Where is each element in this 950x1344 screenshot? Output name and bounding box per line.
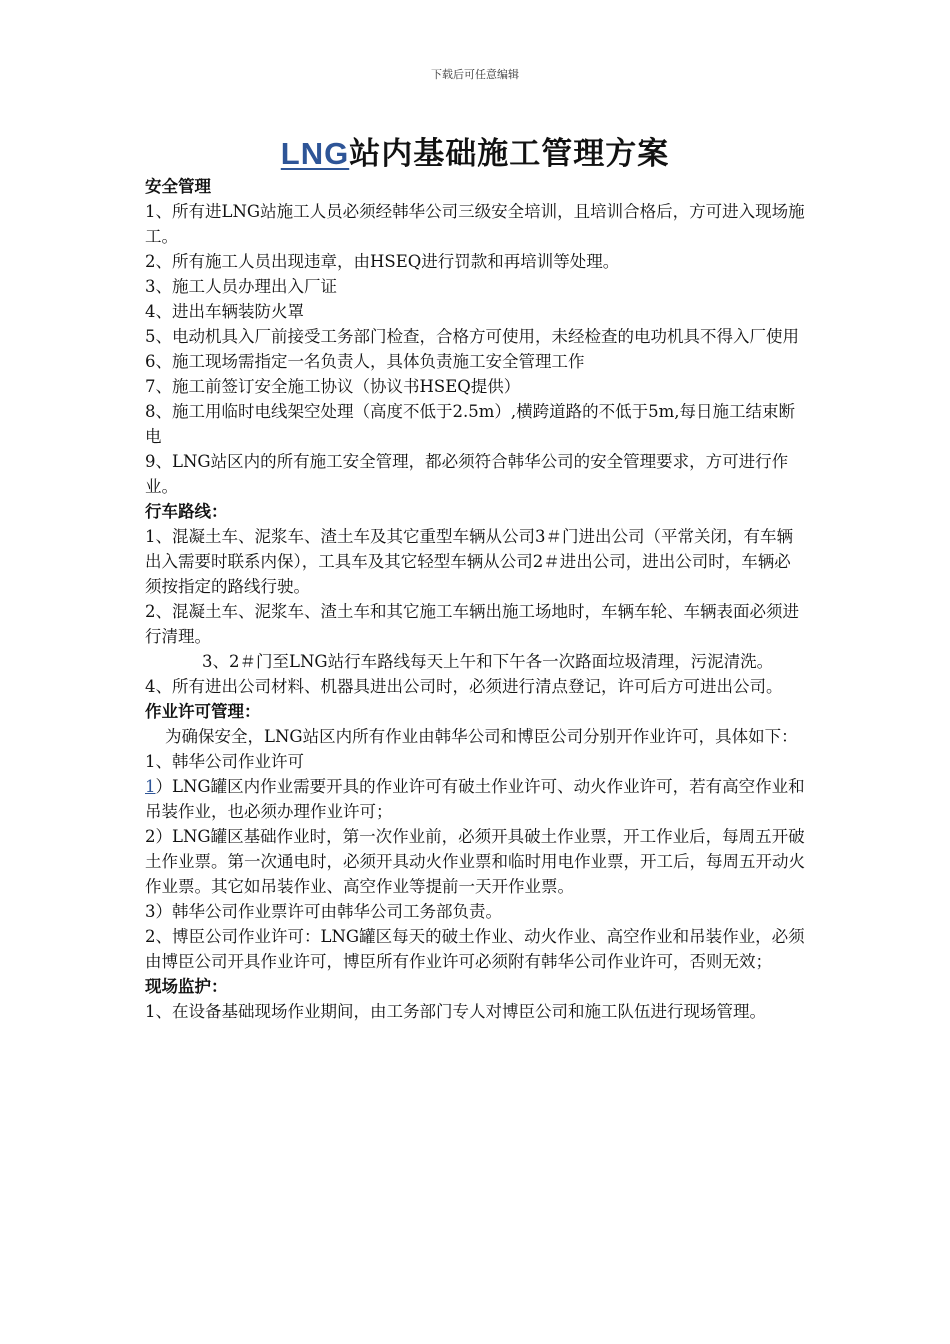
title-lng[interactable]: LNG	[280, 136, 350, 171]
safety-item-4: 4、进出车辆装防火罩	[145, 302, 304, 321]
section-heading-permit: 作业许可管理：	[145, 702, 261, 721]
document-title	[0, 128, 950, 173]
permit-sub-1: 1、韩华公司作业许可	[145, 752, 304, 771]
safety-item-3: 3、施工人员办理出入厂证	[145, 277, 337, 296]
permit-point-1-number[interactable]: 1	[145, 777, 156, 796]
traffic-item-3: 3、2＃门至LNG站行车路线每天上午和下午各一次路面垃圾清理，污泥清洗。	[202, 652, 774, 671]
traffic-item-1: 1、混凝土车、泥浆车、渣土车及其它重型车辆从公司3＃门进出公司（平常关闭，有车辆出入需要时联系内保），工具车及其它轻型车辆从公司2＃进出公司，进出公司时，车辆必须按指定的路线行驶。	[145, 527, 793, 596]
safety-item-6: 6、施工现场需指定一名负责人，具体负责施工安全管理工作	[145, 352, 585, 371]
safety-item-2: 2、所有施工人员出现违章，由HSEQ进行罚款和再培训等处理。	[145, 252, 620, 271]
safety-item-5: 5、电动机具入厂前接受工务部门检查，合格方可使用，未经检查的电功机具不得入厂使用	[145, 327, 799, 346]
permit-point-1-text: ）LNG罐区内作业需要开具的作业许可有破土作业许可、动火作业许可，若有高空作业和吊装作业，也必须办理作业许可；	[145, 777, 805, 821]
permit-intro: 为确保安全，LNG站区内所有作业由韩华公司和博臣公司分别开作业许可，具体如下：	[165, 727, 798, 746]
safety-item-8: 8、施工用临时电线架空处理（高度不低于2.5m）,横跨道路的不低于5m,每日施工结束断电	[145, 402, 796, 446]
permit-point-3: 3）韩华公司作业票许可由韩华公司工务部负责。	[145, 902, 502, 921]
permit-point-2: 2）LNG罐区基础作业时，第一次作业前，必须开具破土作业票，开工作业后，每周五开破土作业票。第一次通电时，必须开具动火作业票和临时用电作业票，开工后，每周五开动火作业票。其它如吊装作业、高空作业等提前一天开作业票。	[145, 827, 805, 896]
safety-item-7: 7、施工前签订安全施工协议（协议书HSEQ提供）	[145, 377, 521, 396]
permit-sub-2: 2、博臣公司作业许可：LNG罐区每天的破土作业、动火作业、高空作业和吊装作业，必须由博臣公司开具作业许可，博臣所有作业许可必须附有韩华公司作业许可，否则无效；	[145, 927, 805, 971]
section-heading-safety: 安全管理	[145, 177, 211, 196]
section-heading-monitor: 现场监护：	[145, 977, 228, 996]
section-heading-traffic: 行车路线：	[145, 502, 228, 521]
page-header: 下载后可任意编辑	[431, 68, 519, 81]
permit-point-1	[145, 774, 807, 824]
title-rest: 站内基础施工管理方案	[349, 136, 670, 172]
traffic-item-2: 2、混凝土车、泥浆车、渣土车和其它施工车辆出施工场地时，车辆车轮、车辆表面必须进行清理。	[145, 602, 799, 646]
traffic-item-4: 4、所有进出公司材料、机器具进出公司时，必须进行清点登记，许可后方可进出公司。	[145, 677, 783, 696]
document-body	[145, 174, 807, 1024]
monitor-item-1: 1、在设备基础现场作业期间，由工务部门专人对博臣公司和施工队伍进行现场管理。	[145, 1002, 766, 1021]
safety-item-9: 9、LNG站区内的所有施工安全管理，都必须符合韩华公司的安全管理要求，方可进行作业。	[145, 452, 789, 496]
safety-item-1: 1、所有进LNG站施工人员必须经韩华公司三级安全培训，且培训合格后，方可进入现场施工。	[145, 202, 805, 246]
